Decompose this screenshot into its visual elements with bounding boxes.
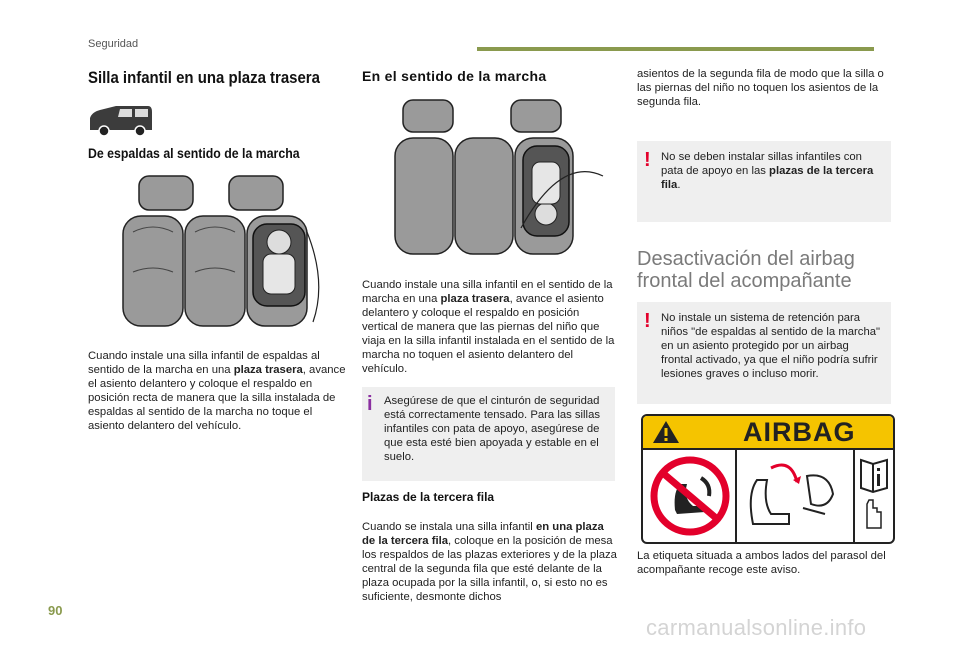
airbag-deploy-icon (741, 454, 849, 538)
rear-facing-seats-illustration (117, 172, 337, 334)
section-header: Seguridad (88, 38, 139, 50)
info-box (362, 387, 615, 481)
info-note-text: Asegúrese de que el cinturón de seguridad está correctamente tensado. Para las sillas infantiles con pata de apoyo, asegúrese de que esta esté bien apoyada y estable en el suelo. (384, 395, 601, 463)
warning-box-third-row (637, 141, 891, 222)
page-number: 90 (48, 603, 63, 618)
warning-exclamation-icon: ! (644, 310, 651, 332)
header-accent-bar (477, 47, 874, 51)
warning-third-row-text: No se deben instalar sillas infantiles con pata de apoyo en las plazas de la tercera fila. (661, 151, 874, 191)
forward-facing-text: Cuando instale una silla infantil en el sentido de la marcha en una plaza trasera, avance el asiento delantero y coloque el respaldo en posición vertical de manera que las piernas del niño que viaja en la silla infantil instalada en el sentido de la marcha no toquen el asiento delantero del vehículo. (362, 279, 615, 375)
section-title-third-row: Plazas de la tercera fila (362, 490, 495, 504)
van-icon (86, 102, 156, 138)
airbag-label-text: AIRBAG (743, 417, 856, 447)
forward-facing-seats-illustration (391, 96, 611, 260)
manual-book-icon (857, 454, 891, 538)
rear-facing-text: Cuando instale una silla infantil de espaldas al sentido de la marcha en una plaza trasera, avance el asiento delantero y coloque el respaldo en posición recta de manera que la silla instalada de espaldas al sentido de la marcha no toque el asiento delantero del vehículo. (88, 350, 346, 432)
airbag-warning-label (641, 414, 895, 544)
continuation-text: asientos de la segunda fila de modo que la silla o las piernas del niño no toquen los asientos de la segunda fila. (637, 68, 884, 108)
third-row-text: Cuando se instala una silla infantil en una plaza de la tercera fila, coloque en la posición de mesa los respaldos de las plazas exteriores y de la plaza central de la segunda fila que esté delante de la plaza ocupada por la silla infantil, o, si esto no es suficiente, desmonte dichos (362, 521, 617, 603)
info-icon: i (367, 393, 373, 415)
warning-box-airbag (637, 302, 891, 404)
watermark: carmanualsonline.info (646, 615, 867, 640)
subsection-title-rear-facing: De espaldas al sentido de la marcha (88, 145, 300, 161)
label-caption: La etiqueta situada a ambos lados del parasol del acompañante recoge este aviso. (637, 550, 886, 576)
warning-triangle-icon (651, 419, 681, 445)
no-child-seat-icon (647, 454, 733, 538)
airbag-deactivation-title: Desactivación del airbag frontal del acompañante (637, 248, 855, 292)
section-title-forward-facing: En el sentido de la marcha (362, 68, 547, 84)
section-title-rear-seat: Silla infantil en una plaza trasera (88, 68, 320, 87)
warning-exclamation-icon: ! (644, 149, 651, 171)
warning-airbag-text: No instale un sistema de retención para niños "de espaldas al sentido de la marcha" en un asiento protegido por un airbag frontal activado, ya que el niño podría sufrir lesiones graves o incluso morir. (661, 312, 881, 380)
